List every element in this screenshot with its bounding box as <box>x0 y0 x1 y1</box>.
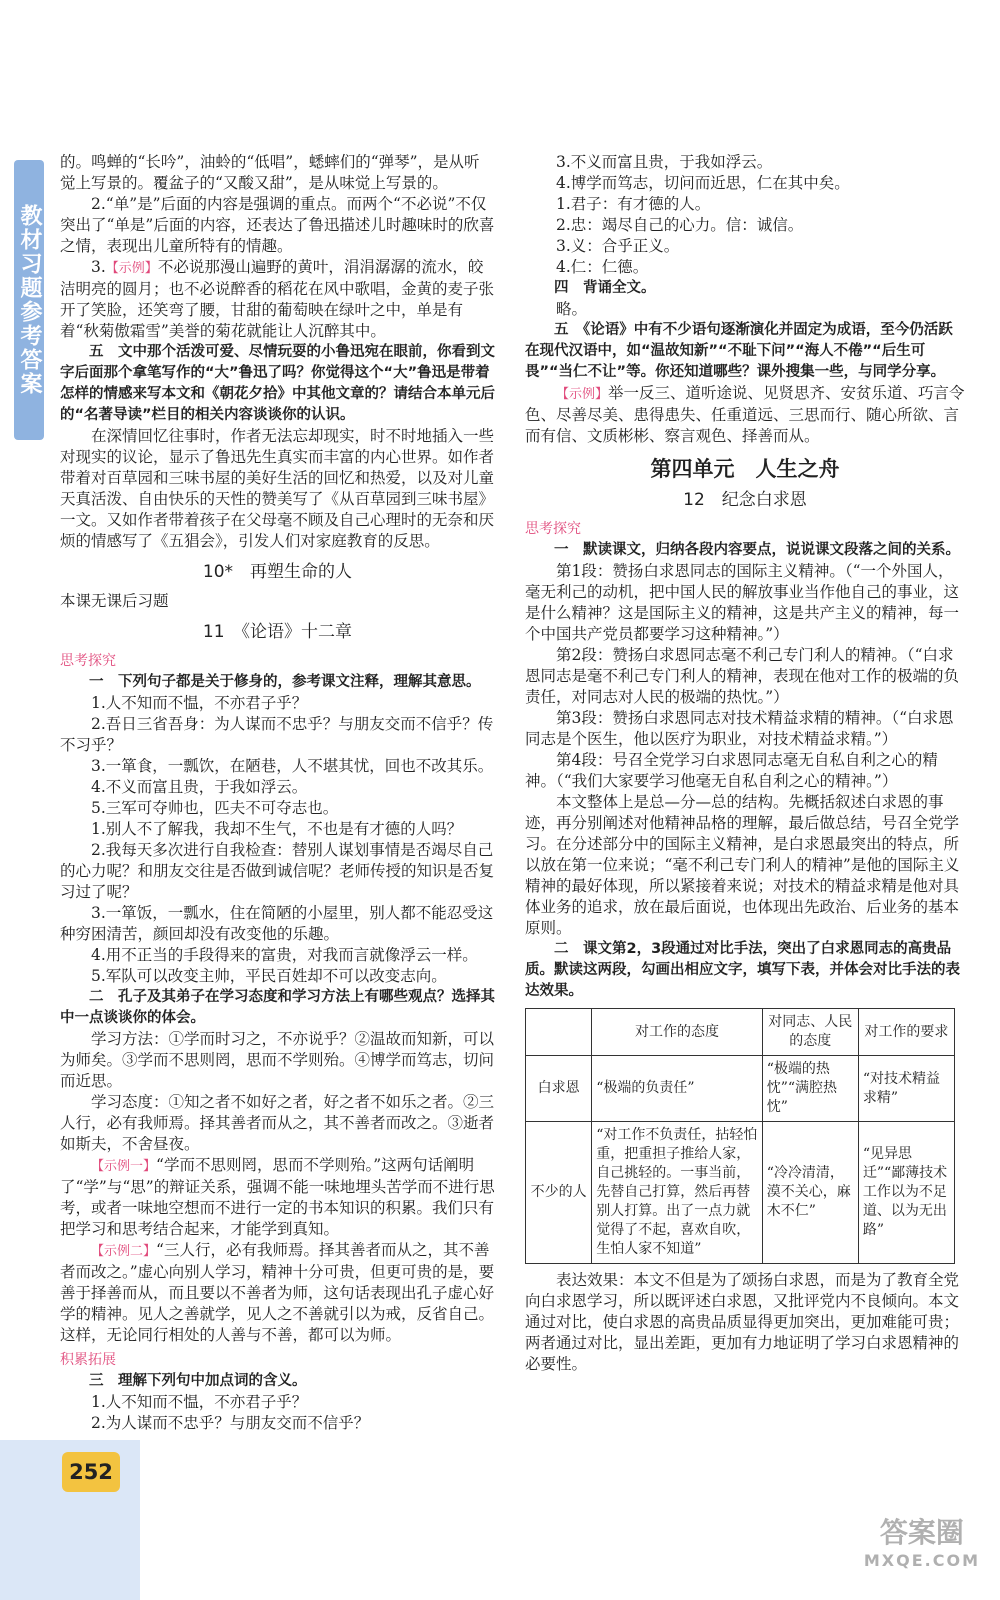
section-label: 思考探究 <box>525 521 581 537</box>
example-tag: 【示例一】 <box>91 1159 157 1174</box>
example-tag: 【示例】 <box>556 387 609 402</box>
question: 一 下列句子都是关于修身的，参考课文注释，理解其意思。 <box>89 674 481 690</box>
list-item: 5.军队可以改变主帅，平民百姓却不可以改变志向。 <box>91 967 447 985</box>
answer: 第4段：号召全党学习白求恩同志毫无自私自利之心的精神。（“我们大家要学习他毫无自私自利之心的精神。”） <box>525 751 938 790</box>
lesson-title: 10* 再塑生命的人 <box>202 562 353 582</box>
list-item: 1.人不知而不愠，不亦君子乎？ <box>91 1393 308 1411</box>
paragraph: 【示例一】“学而不思则罔，思而不学则殆。”这两句话阐明了“学”与“思”的辩证关系，强调不能一味地埋头苦学而不进行思考，或者一味地空想而不进行一定的书本知识的积累。我们只有把学习和思考结合起来，才能学到真知。 <box>60 1156 495 1238</box>
table-cell: “极端的热忱”“满腔热忱” <box>762 1056 858 1122</box>
table-header: 对工作的要求 <box>858 1009 954 1056</box>
list-item: 2.忠：竭尽自己的心力。信：诚信。 <box>556 216 804 234</box>
answer: 略。 <box>556 300 588 318</box>
comparison-table <box>525 1008 955 1264</box>
table-header: 对同志、人民的态度 <box>762 1009 858 1056</box>
answer: 第2段：赞扬白求恩同志毫不利己专门利人的精神。（“白求恩同志是毫不利己专门利人的精神，表现在他对工作的极端的负责任，对同志对人民的极端的热忱。”） <box>525 646 960 706</box>
unit-title: 第四单元 人生之舟 <box>650 457 840 481</box>
question: 四 背诵全文。 <box>554 280 656 296</box>
section-label: 思考探究 <box>60 653 116 669</box>
list-item: 2.为人谋而不忠乎？与朋友交而不信乎？ <box>91 1414 370 1432</box>
table-cell: 白求恩 <box>526 1056 592 1122</box>
answer: 表达效果：本文不但是为了颂扬白求恩，而是为了教育全党向白求恩学习，所以既评述白求恩，又批评党内不良倾向。本文通过对比，使白求恩的高贵品质显得更加突出，更加难能可贵；两者通过对比，显出差距，更加有力地证明了学习白求恩精神的必要性。 <box>525 1271 960 1373</box>
answer: 第1段：赞扬白求恩同志的国际主义精神。（“一个外国人，毫无利己的动机，把中国人民的解放事业当作他自己的事业，这是什么精神？这是国际主义的精神，这是共产主义的精神，每一个中国共产党员都要学习这种精神。”） <box>525 562 960 643</box>
table-cell: “对工作不负责任，拈轻怕重，把重担子推给人家，自己挑轻的。一事当前，先替自己打算，然后再替别人打算。出了一点力就觉得了不起，喜欢自吹，生怕人家不知道” <box>592 1122 762 1264</box>
answer: 【示例】举一反三、道听途说、见贤思齐、安贫乐道、巧言令色、尽善尽美、患得患失、任重道远、三思而行、随心所欲、言而有信、文质彬彬、察言观色、择善而从。 <box>525 384 965 445</box>
watermark-url: MXQE.COM <box>863 1551 980 1570</box>
list-item: 2.吾日三省吾身：为人谋而不忠乎？与朋友交而不信乎？传不习乎？ <box>60 715 494 754</box>
question: 二 孔子及其弟子在学习态度和学习方法上有哪些观点？选择其中一点谈谈你的体会。 <box>60 989 495 1026</box>
list-item: 1.人不知而不愠，不亦君子乎？ <box>91 694 308 712</box>
example-tag: 【示例】 <box>105 261 158 276</box>
list-item: 3.一箪食，一瓢饮，在陋巷，人不堪其忧，回也不改其乐。 <box>91 757 494 775</box>
paragraph: 的。鸣蝉的“长吟”，油蛉的“低唱”，蟋蟀们的“弹琴”，是从听觉上写景的。覆盆子的“又酸又甜”，是从味觉上写景的。 <box>60 153 480 192</box>
paragraph: 3.【示例】不必说那漫山遍野的黄叶，涓涓潺潺的流水，皎洁明亮的圆月；也不必说醉香的稻花在风中歌唱，金黄的麦子张开了笑脸，还笑弯了腰，甘甜的葡萄映在绿叶之中，单是有着“秋菊傲霜雪”美誉的菊花就能让人沉醉其中。 <box>60 258 495 340</box>
watermark-text: 答案圈 <box>879 1516 964 1549</box>
paragraph: 【示例二】“三人行，必有我师焉。择其善者而从之，其不善者而改之。”虚心向别人学习，精神十分可贵，但更可贵的是，要善于择善而从，而且要以不善者为师，这句话表现出孔子虚心好学的精神。见人之善就学，见人之不善就引以为戒，反省自己。这样，无论同行相处的人善与不善，都可以为师。 <box>60 1241 495 1344</box>
watermark-logo <box>864 1511 980 1570</box>
table-cell: “见异思迁”“鄙薄技术工作以为不足道、以为无出路” <box>858 1122 954 1264</box>
question: 三 理解下列句中加点词的含义。 <box>89 1373 307 1389</box>
list-item: 3.不义而富且贵，于我如浮云。 <box>556 153 773 171</box>
table-cell: “极端的负责任” <box>592 1056 762 1122</box>
question: 一 默读课文，归纳各段内容要点，说说课文段落之间的关系。 <box>554 542 960 558</box>
answer: 学习方法：①学而时习之，不亦说乎？②温故而知新，可以为师矣。③学而不思则罔，思而不学则殆。④博学而笃志，切问而近思。 <box>60 1030 495 1090</box>
list-item: 3.一箪饭，一瓢水，住在简陋的小屋里，别人都不能忍受这种穷困清苦，颜回却没有改变他的乐趣。 <box>60 904 494 943</box>
answer: 学习态度：①知之者不如好之者，好之者不如乐之者。②三人行，必有我师焉。择其善者而从之，其不善者而改之。③逝者如斯夫，不舍昼夜。 <box>60 1093 495 1153</box>
list-item: 1.别人不了解我，我却不生气，不也是有才德的人吗？ <box>91 820 463 838</box>
lesson-title: 11 《论语》十二章 <box>202 622 353 642</box>
right-column <box>525 152 965 1375</box>
list-item: 4.博学而笃志，切问而近思，仁在其中矣。 <box>556 174 850 192</box>
table-cell: “冷冷清清，漠不关心，麻木不仁” <box>762 1122 858 1264</box>
table-row <box>526 1056 955 1122</box>
table-header: 对工作的态度 <box>592 1009 762 1056</box>
list-item: 4.用不正当的手段得来的富贵，对我而言就像浮云一样。 <box>91 946 478 964</box>
list-item: 4.不义而富且贵，于我如浮云。 <box>91 778 308 796</box>
table-cell: 不少的人 <box>526 1122 592 1264</box>
paragraph: 2.“单”是”后面的内容是强调的重点。而两个“不必说”不仅突出了“单是”后面的内容，还表达了鲁迅描述儿时趣味时的欣喜之情，表现出儿童所特有的情趣。 <box>60 195 495 255</box>
question: 二 课文第2，3段通过对比手法，突出了白求恩同志的高贵品质。默读这两段，勾画出相应文字，填写下表，并体会对比手法的表达效果。 <box>525 941 960 999</box>
table-header-row <box>526 1009 955 1056</box>
note: 本课无课后习题 <box>60 592 169 610</box>
answer: 本文整体上是总—分—总的结构。先概括叙述白求恩的事迹，再分别阐述对他精神品格的理解，最后做总结，号召全党学习。在分述部分中的国际主义精神，是白求恩最突出的特点，所以放在第一位来说；“毫不利己专门利人的精神”是他的国际主义精神的最好体现，所以紧接着来说；对技术的精益求精是他对具体业务的追求，放在最后面说，也体现出先政治、后业务的基本原则。 <box>525 793 960 937</box>
table-header <box>526 1009 592 1056</box>
list-item: 3.义：合乎正义。 <box>556 237 680 255</box>
question: 五 《论语》中有不少语句逐渐演化并固定为成语，至今仍活跃在现代汉语中，如“温故知新”“不耻下问”“海人不倦”“后生可畏”“当仁不让”等。你还知道哪些？课外搜集一些，与同学分享。 <box>525 322 953 380</box>
example-tag: 【示例二】 <box>91 1244 157 1259</box>
answer: 在深情回忆往事时，作者无法忘却现实，时不时地插入一些对现实的议论，显示了鲁迅先生真实而丰富的内心世界。如作者带着对百草园和三味书屋的美好生活的回忆和热爱，以及对儿童天真活泼、自由快乐的天性的赞美写了《从百草园到三味书屋》一文。又如作者带着孩子在父母毫不顾及自己心理时的无奈和厌烦的情感写了《五猖会》，引发人们对家庭教育的反思。 <box>60 427 495 550</box>
table-row <box>526 1122 955 1264</box>
table-cell: “对技术精益求精” <box>858 1056 954 1122</box>
question: 五 文中那个活泼可爱、尽情玩耍的小鲁迅宛在眼前，你看到文字后面那个拿笔写作的“大”鲁迅了吗？你觉得这个“大”鲁迅是带着怎样的情感来写本文和《朝花夕拾》中其他文章的？请结合本单元后的“名著导读”栏目的相关内容谈谈你的认识。 <box>60 344 495 423</box>
answer: 第3段：赞扬白求恩同志对技术精益求精的精神。（“白求恩同志是个医生，他以医疗为职业，对技术精益求精。”） <box>525 709 954 748</box>
list-item: 5.三军可夺帅也，匹夫不可夺志也。 <box>91 799 339 817</box>
lesson-title: 12 纪念白求恩 <box>683 490 807 510</box>
list-item: 1.君子：有才德的人。 <box>556 195 711 213</box>
page-number: 252 <box>62 1452 120 1492</box>
list-item: 2.我每天多次进行自我检查：替别人谋划事情是否竭尽自己的心力呢？和朋友交往是否做到诚信呢？老师传授的知识是否复习过了呢？ <box>60 841 495 901</box>
list-item: 4.仁：仁德。 <box>556 258 649 276</box>
left-column <box>60 152 495 1434</box>
section-label: 积累拓展 <box>60 1352 116 1368</box>
side-tab-label: 教材习题参考答案 <box>14 160 44 440</box>
